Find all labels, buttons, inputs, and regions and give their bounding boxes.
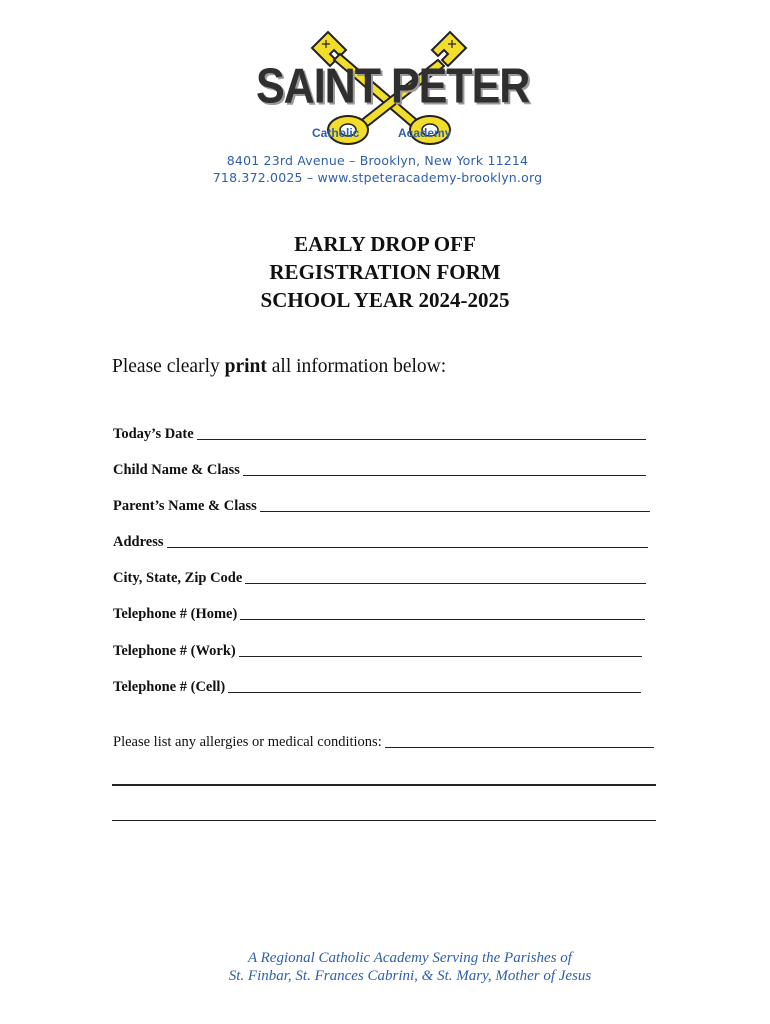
fill-in-line[interactable] xyxy=(239,656,642,657)
form-title-line-2: REGISTRATION FORM xyxy=(269,260,501,284)
fill-in-line[interactable] xyxy=(260,511,650,512)
field-parent-name-class[interactable] xyxy=(113,493,650,513)
field-label: Telephone # (Home) xyxy=(113,605,238,622)
field-child-name-class[interactable] xyxy=(113,457,646,477)
field-label: Today’s Date xyxy=(113,425,194,442)
field-label: Telephone # (Work) xyxy=(113,642,236,659)
field-telephone-cell[interactable] xyxy=(113,674,641,694)
allergies-label: Please list any allergies or medical conditions: xyxy=(113,733,382,750)
field-label: Child Name & Class xyxy=(113,461,240,478)
fill-in-line[interactable] xyxy=(245,583,646,584)
allergies-extra-line-1[interactable] xyxy=(112,784,656,786)
form-title-line-3: SCHOOL YEAR 2024-2025 xyxy=(260,288,510,312)
instruction-text xyxy=(112,356,446,378)
school-address: 8401 23rd Avenue – Brooklyn, New York 11214 xyxy=(226,153,529,168)
fill-in-line[interactable] xyxy=(228,692,641,693)
footer-tagline-2: St. Finbar, St. Frances Cabrini, & St. Mary, Mother of Jesus xyxy=(228,968,592,984)
field-telephone-work[interactable] xyxy=(113,638,642,658)
fill-in-line[interactable] xyxy=(385,747,654,748)
school-logo xyxy=(250,30,530,148)
fill-in-line[interactable] xyxy=(240,619,645,620)
instruction-after: all information below: xyxy=(266,356,447,377)
field-telephone-home[interactable] xyxy=(113,601,645,621)
field-label: Address xyxy=(113,533,164,550)
instruction-emphasis: print xyxy=(224,356,267,377)
logo-subtitle-catholic: Catholic xyxy=(312,126,360,140)
fill-in-line[interactable] xyxy=(197,439,646,440)
instruction-before: Please clearly xyxy=(112,356,225,377)
form-title-line-1: EARLY DROP OFF xyxy=(294,232,476,256)
field-todays-date[interactable] xyxy=(113,421,646,441)
fill-in-line[interactable] xyxy=(243,475,646,476)
field-label: City, State, Zip Code xyxy=(113,569,243,586)
logo-wordmark: SAINT PETER xyxy=(256,58,530,114)
fill-in-line[interactable] xyxy=(167,547,649,548)
field-address[interactable] xyxy=(113,529,648,549)
allergies-extra-line-2[interactable] xyxy=(112,820,656,821)
footer-tagline-1: A Regional Catholic Academy Serving the Parishes of xyxy=(248,950,572,966)
field-allergies[interactable] xyxy=(113,729,654,749)
school-contact: 718.372.0025 – www.stpeteracademy-brooklyn.org xyxy=(212,170,543,185)
field-city-state-zip[interactable] xyxy=(113,565,646,585)
field-label: Telephone # (Cell) xyxy=(113,678,226,695)
logo-subtitle-academy: Academy xyxy=(398,126,452,140)
field-label: Parent’s Name & Class xyxy=(113,497,257,514)
